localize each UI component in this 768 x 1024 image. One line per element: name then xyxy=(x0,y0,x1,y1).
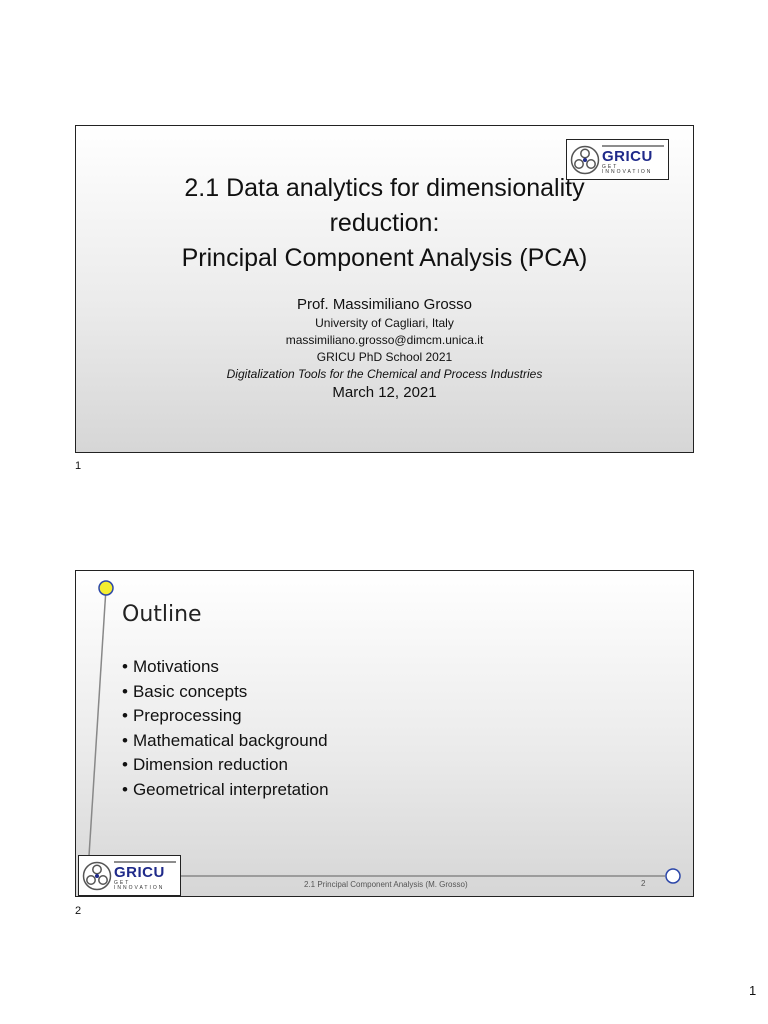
lecture-date: March 12, 2021 xyxy=(332,384,437,401)
logo-tagline: GET INNOVATION xyxy=(602,163,653,175)
gricu-logo-icon xyxy=(82,861,112,891)
logo-name: GRICU xyxy=(602,147,653,165)
outline-list xyxy=(122,655,329,803)
slide-title xyxy=(76,171,693,276)
outline-slide xyxy=(75,570,694,897)
logo-name: GRICU xyxy=(114,863,165,881)
logo-fine-print xyxy=(602,145,664,147)
slide-label-2: 2 xyxy=(75,905,82,917)
decor-vertical-line xyxy=(89,588,106,856)
author-name: Prof. Massimiliano Grosso xyxy=(296,296,473,313)
document-page-number: 1 xyxy=(749,983,757,998)
gricu-logo xyxy=(78,855,181,896)
logo-tagline: GET INNOVATION xyxy=(114,879,165,891)
email: massimiliano.grosso@dimcm.unica.it xyxy=(285,333,484,347)
list-item: • Preprocessing xyxy=(122,704,329,729)
author-info xyxy=(76,295,693,403)
list-item: • Motivations xyxy=(122,655,329,680)
course-name: Digitalization Tools for the Chemical and Process Industries xyxy=(226,367,543,381)
blue-ring-icon xyxy=(666,869,680,883)
title-line-1: 2.1 Data analytics for dimensionality xyxy=(184,174,585,202)
school-name: GRICU PhD School 2021 xyxy=(316,350,453,364)
title-line-3: Principal Component Analysis (PCA) xyxy=(181,244,588,272)
slide-label-1: 1 xyxy=(75,460,82,472)
title-slide xyxy=(75,125,694,453)
list-item: • Basic concepts xyxy=(122,680,329,705)
list-item: • Geometrical interpretation xyxy=(122,778,329,803)
slide-number: 2 xyxy=(641,879,646,888)
slide-title: Outline xyxy=(122,602,202,627)
slide-footer: 2.1 Principal Component Analysis (M. Grosso) xyxy=(304,880,468,889)
logo-fine-print xyxy=(114,861,176,863)
title-line-2: reduction: xyxy=(329,209,440,237)
affiliation: University of Cagliari, Italy xyxy=(315,316,454,330)
yellow-dot-icon xyxy=(99,581,113,595)
list-item: • Dimension reduction xyxy=(122,753,329,778)
list-item: • Mathematical background xyxy=(122,729,329,754)
gricu-logo-icon xyxy=(570,145,600,175)
